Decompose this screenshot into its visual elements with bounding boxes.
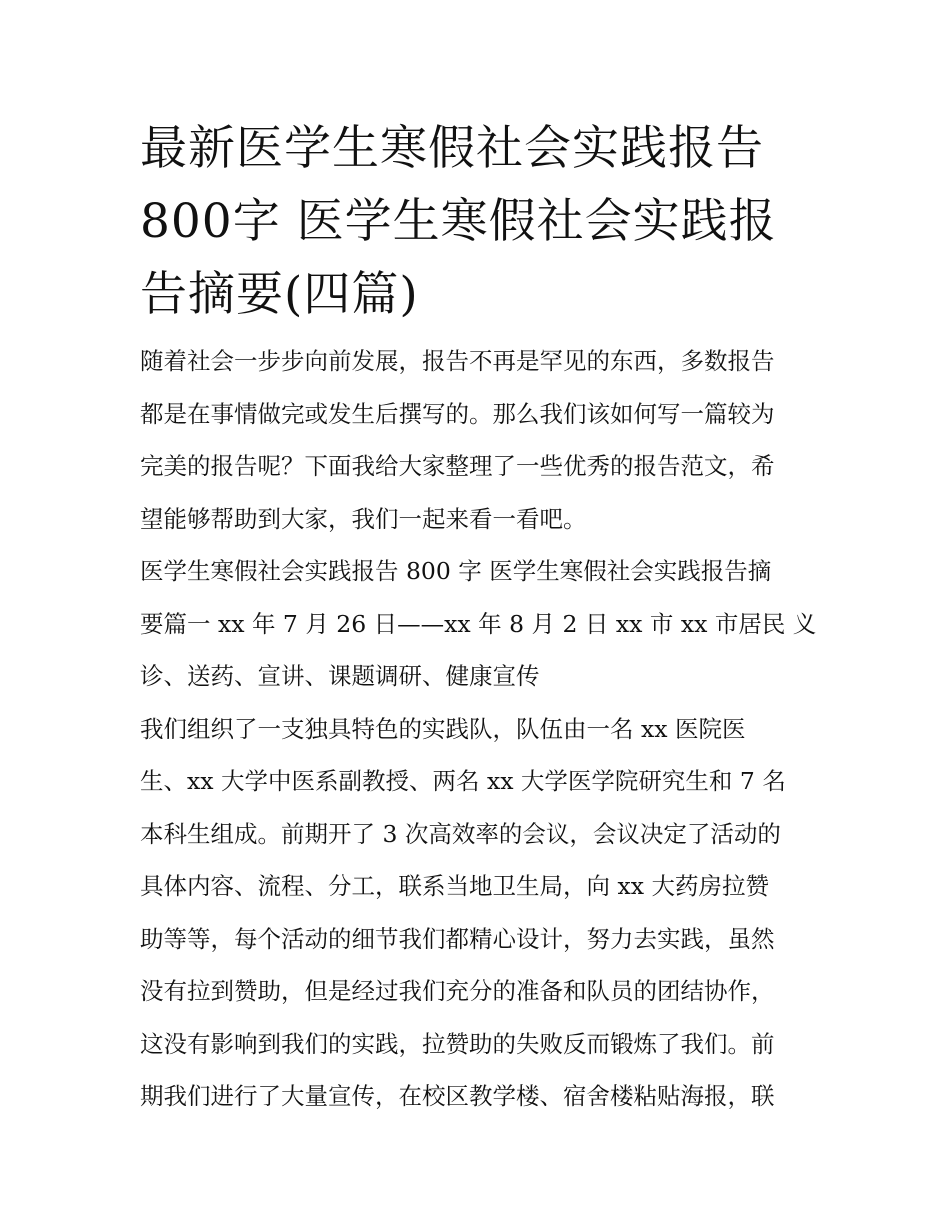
text-line: 我们组织了一支独具特色的实践队，队伍由一名 xx 医院医 [140, 714, 746, 743]
text-line: 生、xx 大学中医系副教授、两名 xx 大学医学院研究生和 7 名 [140, 767, 786, 795]
intro-paragraph [140, 335, 812, 545]
title-line: 最新医学生寒假社会实践报告 [140, 121, 764, 176]
text-line: 期我们进行了大量宣传，在校区教学楼、宿舍楼粘贴海报，联 [140, 1082, 775, 1110]
text-line: 具体内容、流程、分工，联系当地卫生局，向 xx 大药房拉赞 [140, 872, 769, 900]
document-body [140, 335, 817, 1123]
title-line: 告摘要(四篇) [140, 267, 419, 322]
text-line: 都是在事情做完或发生后撰写的。那么我们该如何写一篇较为 [140, 399, 775, 428]
text-line: 没有拉到赞助，但是经过我们充分的准备和队员的团结协作， [140, 977, 775, 1005]
text-line: 随着社会一步步向前发展，报告不再是罕见的东西，多数报告 [140, 347, 775, 375]
text-line: 医学生寒假社会实践报告 800 字 医学生寒假社会实践报告摘 [140, 557, 772, 585]
text-line: 要篇一 xx 年 7 月 26 日——xx 年 8 月 2 日 xx 市 xx 市居民 义 [140, 609, 817, 638]
text-line: 这没有影响到我们的实践，拉赞助的失败反而锻炼了我们。前 [140, 1029, 775, 1058]
text-line: 完美的报告呢？下面我给大家整理了一些优秀的报告范文，希 [140, 452, 775, 480]
text-line: 助等等，每个活动的细节我们都精心设计，努力去实践，虽然 [140, 924, 775, 953]
text-line: 望能够帮助到大家，我们一起来看一看吧。 [140, 504, 587, 533]
document-page [140, 112, 817, 1123]
section-heading-paragraph [140, 545, 817, 703]
body-paragraph [140, 703, 812, 1123]
text-line: 本科生组成。前期开了 3 次高效率的会议，会议决定了活动的 [140, 819, 781, 848]
text-line: 诊、送药、宣讲、课题调研、健康宣传 [140, 662, 540, 690]
title-line: 800字 医学生寒假社会实践报 [140, 194, 777, 249]
document-title [140, 112, 812, 331]
